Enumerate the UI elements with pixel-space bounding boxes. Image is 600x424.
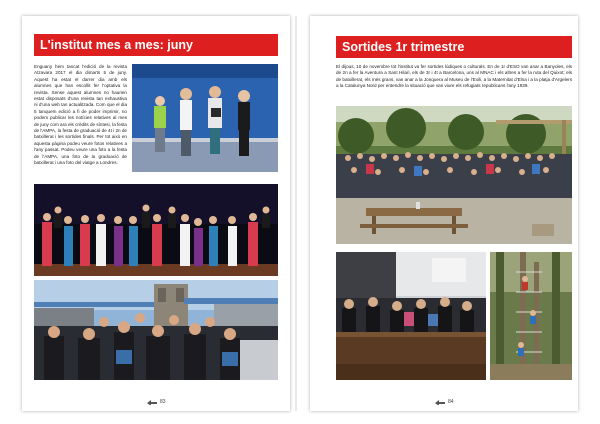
page-arrow-icon: [146, 399, 158, 405]
right-page-number-text: 84: [448, 399, 454, 405]
london-trip-photo: [34, 280, 278, 380]
graduation-photo: [34, 184, 278, 276]
right-page-number: [434, 399, 454, 405]
right-page-title: Sortides 1r trimestre: [336, 36, 572, 58]
left-page-number-text: 83: [160, 399, 166, 405]
adventure-park-photo: [490, 252, 572, 380]
left-page-number: [146, 399, 166, 405]
page-gutter: [295, 16, 297, 411]
ampa-festival-photo: [132, 64, 278, 172]
museum-visit-photo: [336, 252, 486, 380]
left-page-body: Enguany hem tancat l'edició de la revista Atzavara 2017 el dia dimarts 5 de juny. Aquest ha estat el darrer dia amb els alumnes que han escollit fer l'optativa la revista. Sense aquest alumnes no haurien estat disposats d'una revista tan exhaustiva ni d'una web tan actualitzada. Com que el dia 5 tanquem edició a fi de poder imprimir, no podem publicar les notícies relatives al mes de juny com ara els crèdits de síntesi, la festa de l'AMPA, la festa de graduació de 4t i 2n de batxillerat i les sortides finals. Per tot això en aquesta pàgina podeu veure fotos relatives a l'any passat. Podeu veure una foto a la festa de l'AMPA, una foto de la graduació de batxillerat i una foto del viatge a Londres.: [34, 64, 127, 166]
right-page-body: El dijous, 10 de novembre tot l'institut va fer sortides lúdiques o culturals. En de 1r d'ESO van anar a Banyoles, els de 2n a fer la Aventura a Sant Hilari, els de 3r i 4t a Barcelona, uns al MNAC i els altres a fer la ruta del Quixot; els de batxillerat, els més grans, van anar a la Jonquera al Museu de l'Exili, a la Maternitat d'Elna i a la platja d'Argelers a la Catalunya Nord per entendre la situació que van viure els refugiats republicans l'any 1939.: [336, 64, 572, 89]
left-page-title: L'institut mes a mes: juny: [34, 34, 278, 56]
left-page: [22, 16, 290, 411]
outing-group-photo: [336, 106, 572, 244]
right-page: [310, 16, 578, 411]
page-arrow-icon: [434, 399, 446, 405]
